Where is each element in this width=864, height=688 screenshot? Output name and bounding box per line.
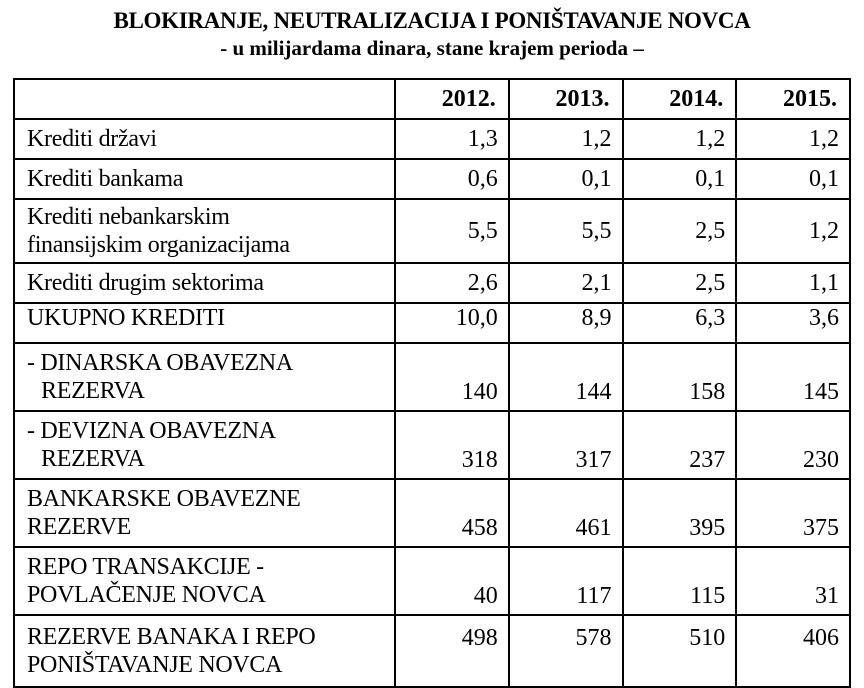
header-cell-2015: 2015. <box>736 79 850 119</box>
cell-value: 461 <box>509 479 623 547</box>
cell-value: 0,1 <box>509 159 623 199</box>
table-row <box>14 199 850 263</box>
cell-value: 10,0 <box>395 303 509 343</box>
table-title: BLOKIRANJE, NEUTRALIZACIJA I PONIŠTAVANJE NOVCA <box>113 8 751 33</box>
cell-value: 230 <box>736 411 850 479</box>
cell-value: 6,3 <box>623 303 737 343</box>
cell-value: 406 <box>736 615 850 687</box>
cell-value: 144 <box>509 343 623 411</box>
header-cell-2014: 2014. <box>623 79 737 119</box>
header-cell-2013: 2013. <box>509 79 623 119</box>
cell-value: 2,1 <box>509 263 623 303</box>
cell-value: 395 <box>623 479 737 547</box>
cell-value: 1,3 <box>395 119 509 159</box>
table-row <box>14 547 850 615</box>
cell-value: 510 <box>623 615 737 687</box>
cell-value: 115 <box>623 547 737 615</box>
header-cell-label <box>14 79 395 119</box>
cell-value: 1,1 <box>736 263 850 303</box>
cell-value: 117 <box>509 547 623 615</box>
row-label: UKUPNO KREDITI <box>14 303 395 343</box>
cell-value: 0,1 <box>623 159 737 199</box>
cell-value: 40 <box>395 547 509 615</box>
cell-value: 578 <box>509 615 623 687</box>
cell-value: 1,2 <box>736 119 850 159</box>
row-label: Krediti bankama <box>14 159 395 199</box>
row-label: Krediti državi <box>14 119 395 159</box>
cell-value: 140 <box>395 343 509 411</box>
cell-value: 158 <box>623 343 737 411</box>
row-label: Krediti drugim sektorima <box>14 263 395 303</box>
cell-value: 8,9 <box>509 303 623 343</box>
row-label: Krediti nebankarskim finansijskim organizacijama <box>14 199 395 263</box>
cell-value: 2,5 <box>623 263 737 303</box>
row-label: REZERVE BANAKA I REPO PONIŠTAVANJE NOVCA <box>14 615 395 687</box>
cell-value: 237 <box>623 411 737 479</box>
cell-value: 1,2 <box>509 119 623 159</box>
cell-value: 2,6 <box>395 263 509 303</box>
cell-value: 318 <box>395 411 509 479</box>
row-label: REPO TRANSAKCIJE - POVLAČENJE NOVCA <box>14 547 395 615</box>
table-row <box>14 159 850 199</box>
cell-value: 375 <box>736 479 850 547</box>
header-cell-2012: 2012. <box>395 79 509 119</box>
cell-value: 5,5 <box>509 199 623 263</box>
table-subtitle: - u milijardama dinara, stane krajem perioda – <box>220 36 644 60</box>
table-row <box>14 303 850 343</box>
table-row <box>14 615 850 687</box>
header-row <box>14 79 850 119</box>
cell-value: 458 <box>395 479 509 547</box>
cell-value: 0,1 <box>736 159 850 199</box>
table-row <box>14 479 850 547</box>
table-row <box>14 119 850 159</box>
row-label: - DINARSKA OBAVEZNA REZERVA <box>14 343 395 411</box>
row-label: - DEVIZNA OBAVEZNA REZERVA <box>14 411 395 479</box>
cell-value: 0,6 <box>395 159 509 199</box>
cell-value: 5,5 <box>395 199 509 263</box>
table-row <box>14 263 850 303</box>
table-row <box>14 343 850 411</box>
cell-value: 31 <box>736 547 850 615</box>
cell-value: 145 <box>736 343 850 411</box>
cell-value: 498 <box>395 615 509 687</box>
reserves-table <box>13 78 851 688</box>
cell-value: 1,2 <box>623 119 737 159</box>
table-row <box>14 411 850 479</box>
cell-value: 3,6 <box>736 303 850 343</box>
cell-value: 317 <box>509 411 623 479</box>
row-label: BANKARSKE OBAVEZNE REZERVE <box>14 479 395 547</box>
cell-value: 1,2 <box>736 199 850 263</box>
cell-value: 2,5 <box>623 199 737 263</box>
